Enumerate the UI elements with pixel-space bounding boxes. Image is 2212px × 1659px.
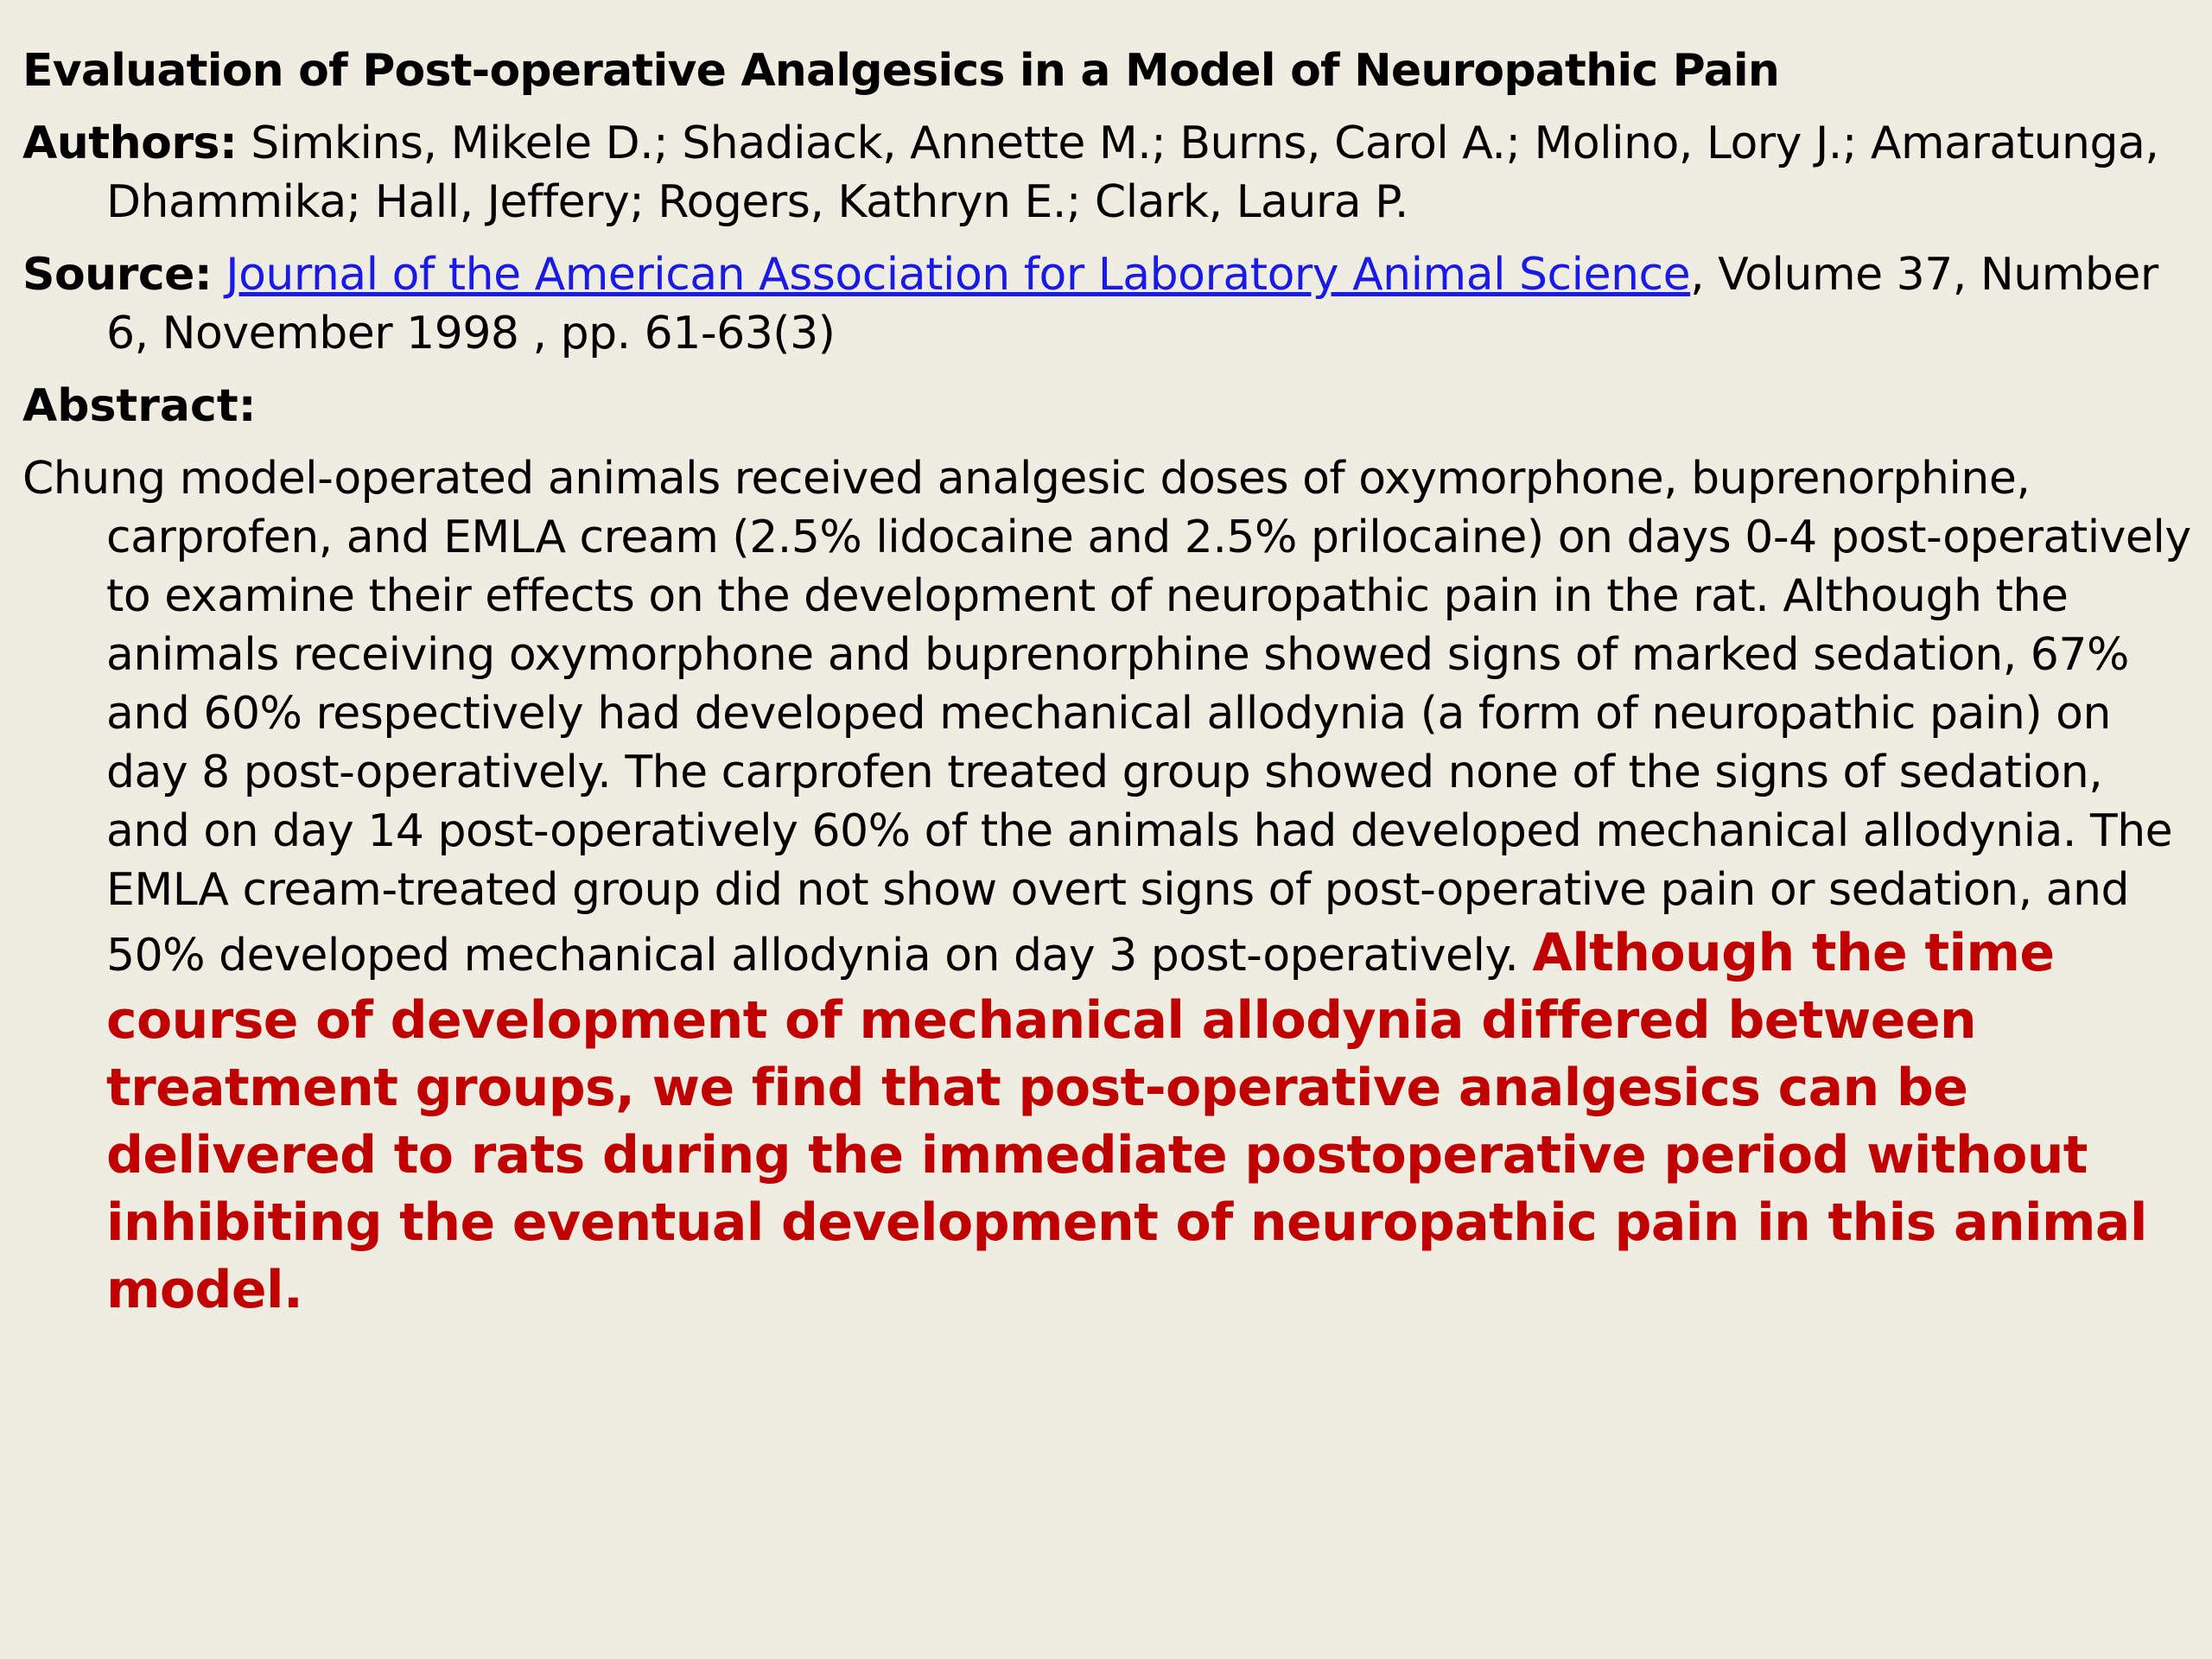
abstract-text: Chung model-operated animals received analgesic doses of oxymorphone, buprenorphine, carprofen, and EMLA cream (2.5% lidocaine and 2.5% prilocaine) on days 0-4 post-operatively to examine their effects on the development of neuropathic pain in the rat. Although the animals receiving oxymorphone and buprenorphine showed signs of marked sedation, 67% and 60% respectively had developed mechanical allodynia (a form of neuropathic pain) on day 8 post-operatively. The carprofen treated group showed none of the signs of sedation, and on day 14 post-operatively 60% of the animals had developed mechanical allodynia. The EMLA cream-treated group did not show overt signs of post-operative pain or sedation, and 50% developed mechanical allodynia on day 3 post-operatively. xyxy=(22,453,2191,982)
source-details: , Volume 37, Number 6, November 1998 , pp. 61-63(3) xyxy=(106,249,2158,359)
abstract-conclusion: Although the time course of development of mechanical allodynia differed between treatment groups, we find that post-operative analgesics can be delivered to rats during the immediate postoperative period without inhibiting the eventual development of neuropathic pain in this animal model. xyxy=(106,923,2147,1320)
authors-value: Simkins, Mikele D.; Shadiack, Annette M.; Burns, Carol A.; Molino, Lory J.; Amaratunga, Dhammika; Hall, Jeffery; Rogers, Kathryn E.; Clark, Laura P. xyxy=(106,118,2159,228)
abstract-body xyxy=(22,449,2195,1324)
authors-line xyxy=(22,114,2195,232)
article-title: Evaluation of Post-operative Analgesics in a Model of Neuropathic Pain xyxy=(22,45,1780,97)
authors-label: Authors: xyxy=(22,118,238,169)
source-line xyxy=(22,245,2195,363)
journal-link[interactable]: Journal of the American Association for Laboratory Animal Science xyxy=(226,249,1691,301)
source-label: Source: xyxy=(22,249,213,301)
abstract-heading: Abstract: xyxy=(22,380,257,432)
